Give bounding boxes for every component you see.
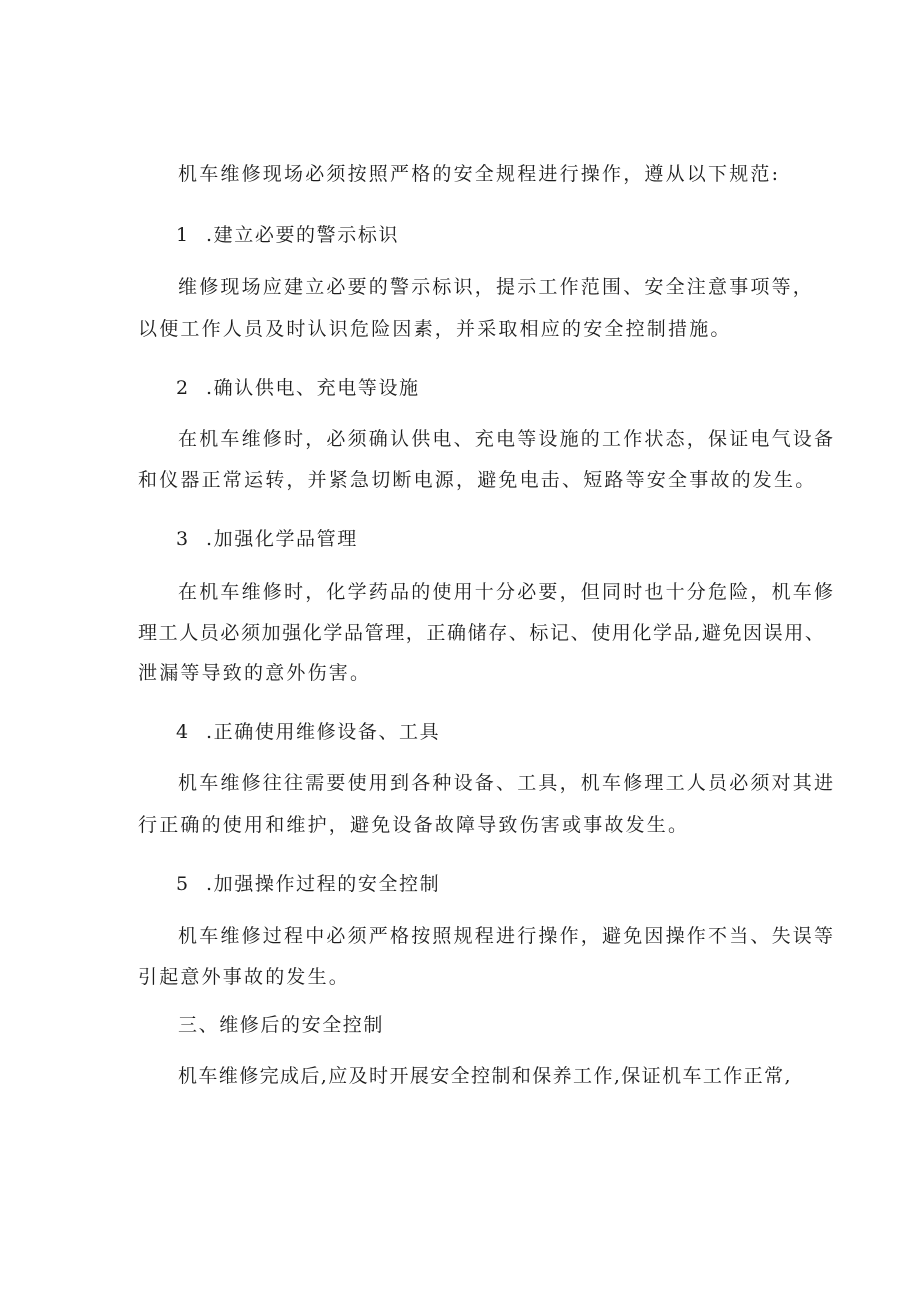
section-5-heading	[176, 875, 440, 894]
part-three-heading: 三、维修后的安全控制	[178, 1014, 385, 1036]
section-1-body-line-2: 以便工作人员及时认识危险因素，并采取相应的安全控制措施。	[138, 318, 732, 340]
section-3-number: 3	[176, 528, 189, 550]
intro-paragraph: 机车维修现场必须按照严格的安全规程进行操作，遵从以下规范:	[178, 163, 781, 185]
section-5-body-line-1: 机车维修过程中必须严格按照规程进行操作，避免因操作不当、失误等	[178, 925, 836, 947]
section-4-body-line-2: 行正确的使用和维护，避免设备故障导致伤害或事故发生。	[138, 814, 690, 836]
section-2-body-line-2: 和仪器正常运转，并紧急切断电源，避免电击、短路等安全事故的发生。	[138, 469, 817, 491]
section-2-body-line-1: 在机车维修时，必须确认供电、充电等设施的工作状态，保证电气设备	[178, 428, 836, 450]
section-5-title: .加强操作过程的安全控制	[206, 873, 441, 895]
section-4-number: 4	[176, 721, 189, 743]
section-5-body-line-2: 引起意外事故的发生。	[138, 966, 351, 988]
section-2-number: 2	[176, 377, 189, 399]
section-3-body-line-3: 泄漏等导致的意外伤害。	[138, 662, 372, 684]
section-4-title: .正确使用维修设备、工具	[206, 721, 441, 743]
section-1-number: 1	[176, 224, 189, 246]
section-2-heading	[176, 379, 420, 398]
section-3-body-line-2: 理工人员必须加强化学品管理，正确储存、标记、使用化学品,避免因误用、	[138, 622, 826, 644]
part-three-body-line-1: 机车维修完成后,应及时开展安全控制和保养工作,保证机车工作正常,	[178, 1065, 792, 1087]
section-3-body-line-1: 在机车维修时，化学药品的使用十分必要，但同时也十分危险，机车修	[178, 581, 836, 603]
section-1-title: .建立必要的警示标识	[206, 224, 400, 246]
section-1-heading	[176, 226, 399, 245]
section-3-heading	[176, 530, 358, 549]
section-1-body-line-1: 维修现场应建立必要的警示标识，提示工作范围、安全注意事项等，	[178, 276, 815, 298]
section-4-body-line-1: 机车维修往往需要使用到各种设备、工具，机车修理工人员必须对其进	[178, 772, 836, 794]
section-2-title: .确认供电、充电等设施	[206, 377, 420, 399]
section-4-heading	[176, 723, 440, 742]
section-3-title: .加强化学品管理	[206, 528, 358, 550]
section-5-number: 5	[176, 873, 189, 895]
